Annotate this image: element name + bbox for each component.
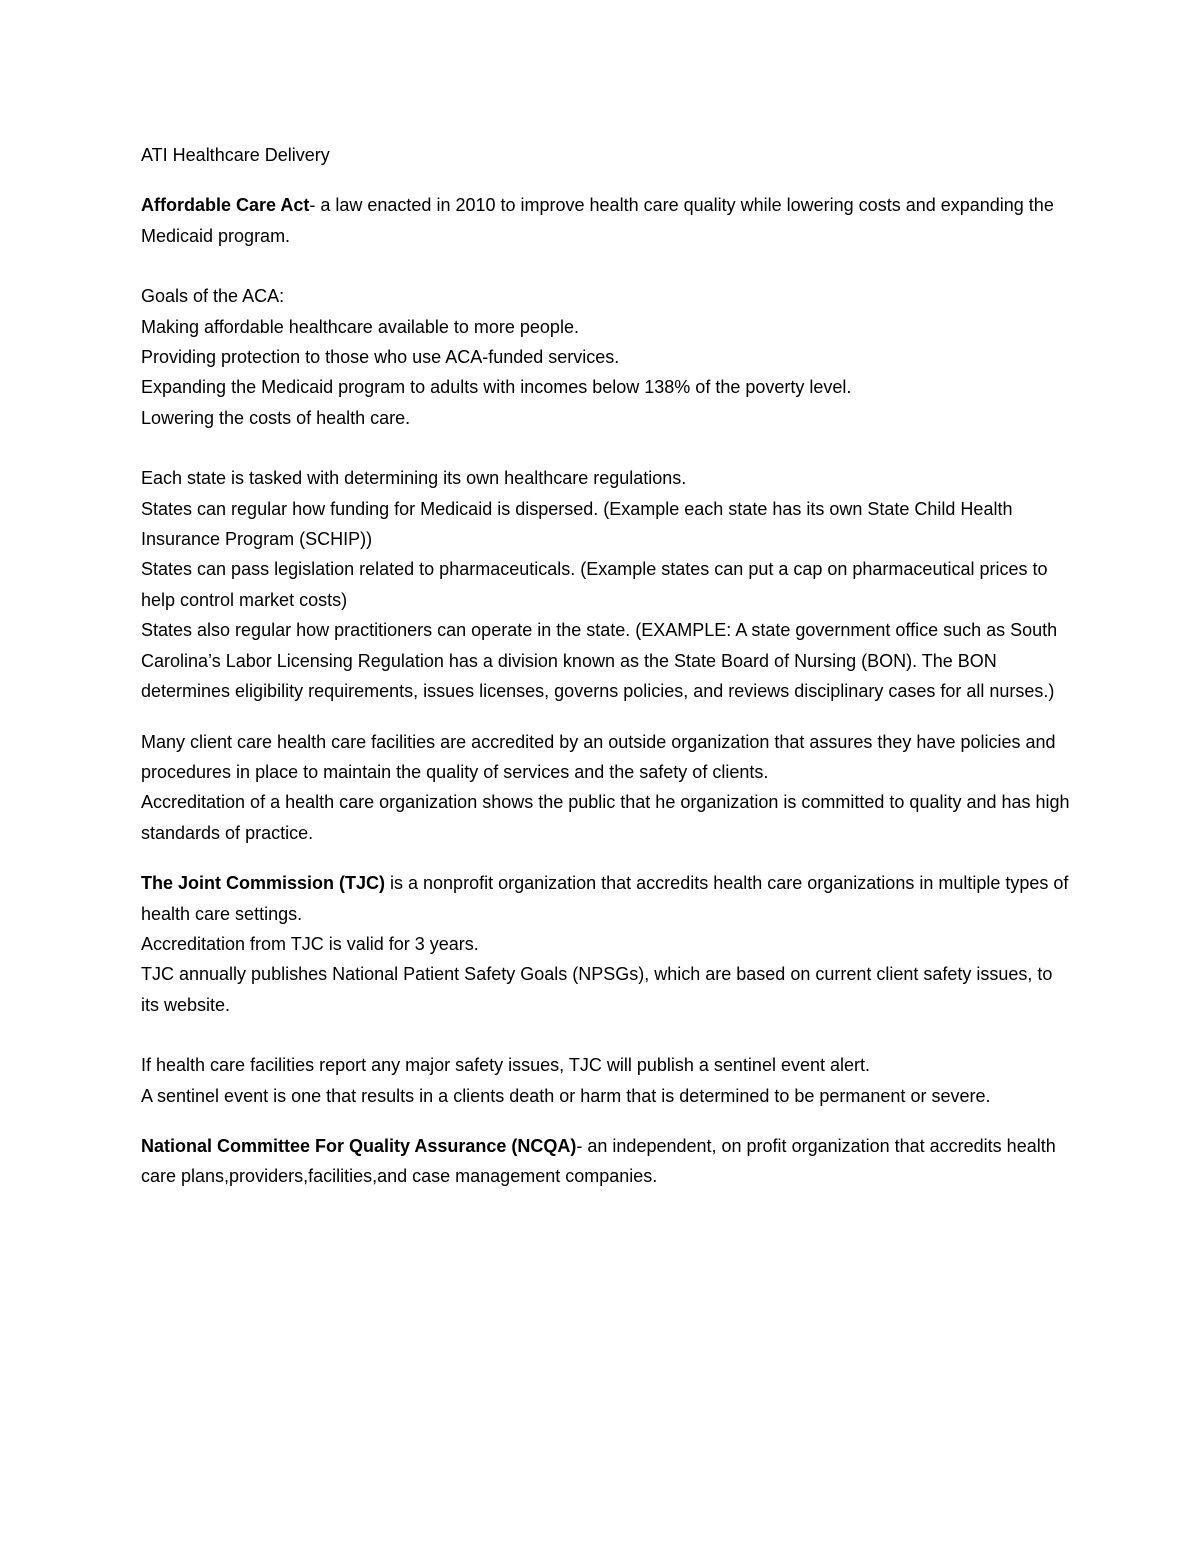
spacer (141, 433, 1071, 463)
goal-item: Providing protection to those who use ACA-funded services. (141, 347, 620, 368)
ncqa-term: National Committee For Quality Assurance (NCQA) (141, 1135, 577, 1156)
goal-item: Expanding the Medicaid program to adults with incomes below 138% of the poverty level. (141, 377, 852, 398)
state-item: States can regular how funding for Medicaid is dispersed. (Example each state has its own State Child Health Insurance Program (SCHIP)) (141, 498, 1013, 550)
aca-paragraph (141, 190, 1071, 251)
spacer (141, 170, 1071, 190)
spacer (141, 1020, 1071, 1050)
tjc-term: The Joint Commission (TJC) (141, 873, 386, 894)
spacer (141, 848, 1071, 868)
tjc-item: Accreditation from TJC is valid for 3 years. (141, 933, 479, 954)
accreditation-item: Accreditation of a health care organization shows the public that he organization is committed to quality and has high standards of practice. (141, 792, 1070, 843)
aca-definition: - a law enacted in 2010 to improve health care quality while lowering costs and expanding the Medicaid program. (141, 195, 1054, 246)
aca-term: Affordable Care Act (141, 195, 310, 216)
state-item: Each state is tasked with determining its own healthcare regulations. (141, 468, 687, 489)
accreditation-item: Many client care health care facilities are accredited by an outside organization that assures they have policies and procedures in place to maintain the quality of services and the safety of clients. (141, 731, 1056, 782)
goals-heading: Goals of the ACA: (141, 286, 285, 307)
spacer (141, 251, 1071, 281)
ncqa-paragraph (141, 1131, 1071, 1192)
state-item: States can pass legislation related to pharmaceuticals. (Example states can put a cap on pharmaceutical prices to help control market costs) (141, 559, 1048, 610)
tjc-paragraph (141, 868, 1071, 929)
goal-item: Making affordable healthcare available to more people. (141, 316, 579, 337)
tjc-definition: is a nonprofit organization that accredits health care organizations in multiple types of health care settings. (141, 873, 1069, 924)
sentinel-item: A sentinel event is one that results in a clients death or harm that is determined to be permanent or severe. (141, 1085, 991, 1106)
goal-item: Lowering the costs of health care. (141, 407, 411, 428)
spacer (141, 707, 1071, 727)
sentinel-item: If health care facilities report any major safety issues, TJC will publish a sentinel event alert. (141, 1055, 870, 1076)
document-body (141, 140, 1071, 1192)
document-title: ATI Healthcare Delivery (141, 145, 330, 165)
tjc-item: TJC annually publishes National Patient Safety Goals (NPSGs), which are based on current client safety issues, to its website. (141, 964, 1053, 1015)
ncqa-definition: - an independent, on profit organization that accredits health care plans,providers,facilities,and case management companies. (141, 1135, 1056, 1187)
spacer (141, 1111, 1071, 1131)
state-item: States also regular how practitioners can operate in the state. (EXAMPLE: A state government office such as South Carolina’s Labor Licensing Regulation has a division known as the State Board of Nursing (BON). The BON determines eligibility requirements, issues licenses, governs policies, and reviews disciplinary cases for all nurses.) (141, 620, 1058, 702)
